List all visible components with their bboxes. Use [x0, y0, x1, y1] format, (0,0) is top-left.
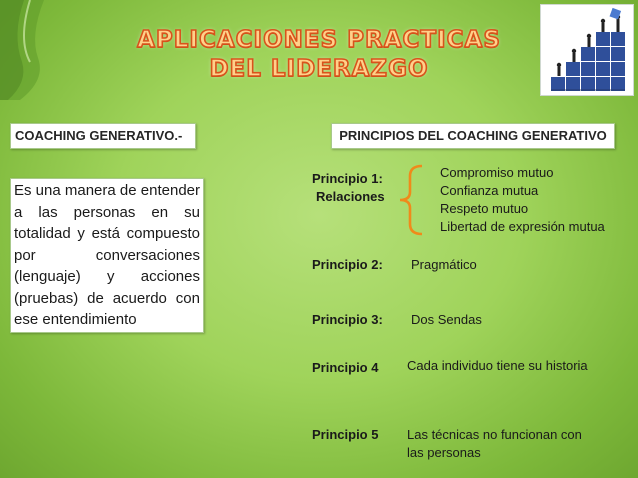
curly-brace-icon [396, 164, 436, 236]
principle-2-value: Pragmático [411, 257, 477, 272]
logo-image [540, 4, 634, 96]
principios-header: PRINCIPIOS DEL COACHING GENERATIVO [331, 123, 615, 149]
coaching-generativo-header: COACHING GENERATIVO.- [10, 123, 196, 149]
principle-1-value-2: Confianza mutua [440, 183, 539, 198]
principle-5-value-line1: Las técnicas no funcionan con [407, 427, 582, 442]
principle-4-value: Cada individuo tiene su historia [407, 358, 588, 373]
principle-1-label: Principio 1: [312, 171, 383, 186]
principle-2-label: Principio 2: [312, 257, 383, 272]
principle-4-label: Principio 4 [312, 360, 379, 375]
coaching-generativo-description: Es una manera de entender a las personas en su totalidad y está compuesto por conversaciones (lenguaje) y acciones (pruebas) de acuerdo con ese entendimiento [10, 178, 204, 333]
principle-3-label: Principio 3: [312, 312, 383, 327]
principle-1-value-1: Compromiso mutuo [440, 165, 554, 180]
principle-3-value: Dos Sendas [411, 312, 482, 327]
slide-title-line1: APLICACIONES PRACTICAS [137, 27, 501, 53]
slide-title-line2: DEL LIDERAZGO [209, 56, 429, 82]
puzzle-staircase-teamwork-icon [541, 5, 633, 95]
principle-5-value-line2: las personas [407, 445, 481, 460]
principle-1-value-3: Respeto mutuo [440, 201, 529, 216]
principle-1-sublabel: Relaciones [316, 189, 385, 204]
principle-1-value-4: Libertad de expresión mutua [440, 219, 605, 234]
principle-5-label: Principio 5 [312, 427, 379, 442]
